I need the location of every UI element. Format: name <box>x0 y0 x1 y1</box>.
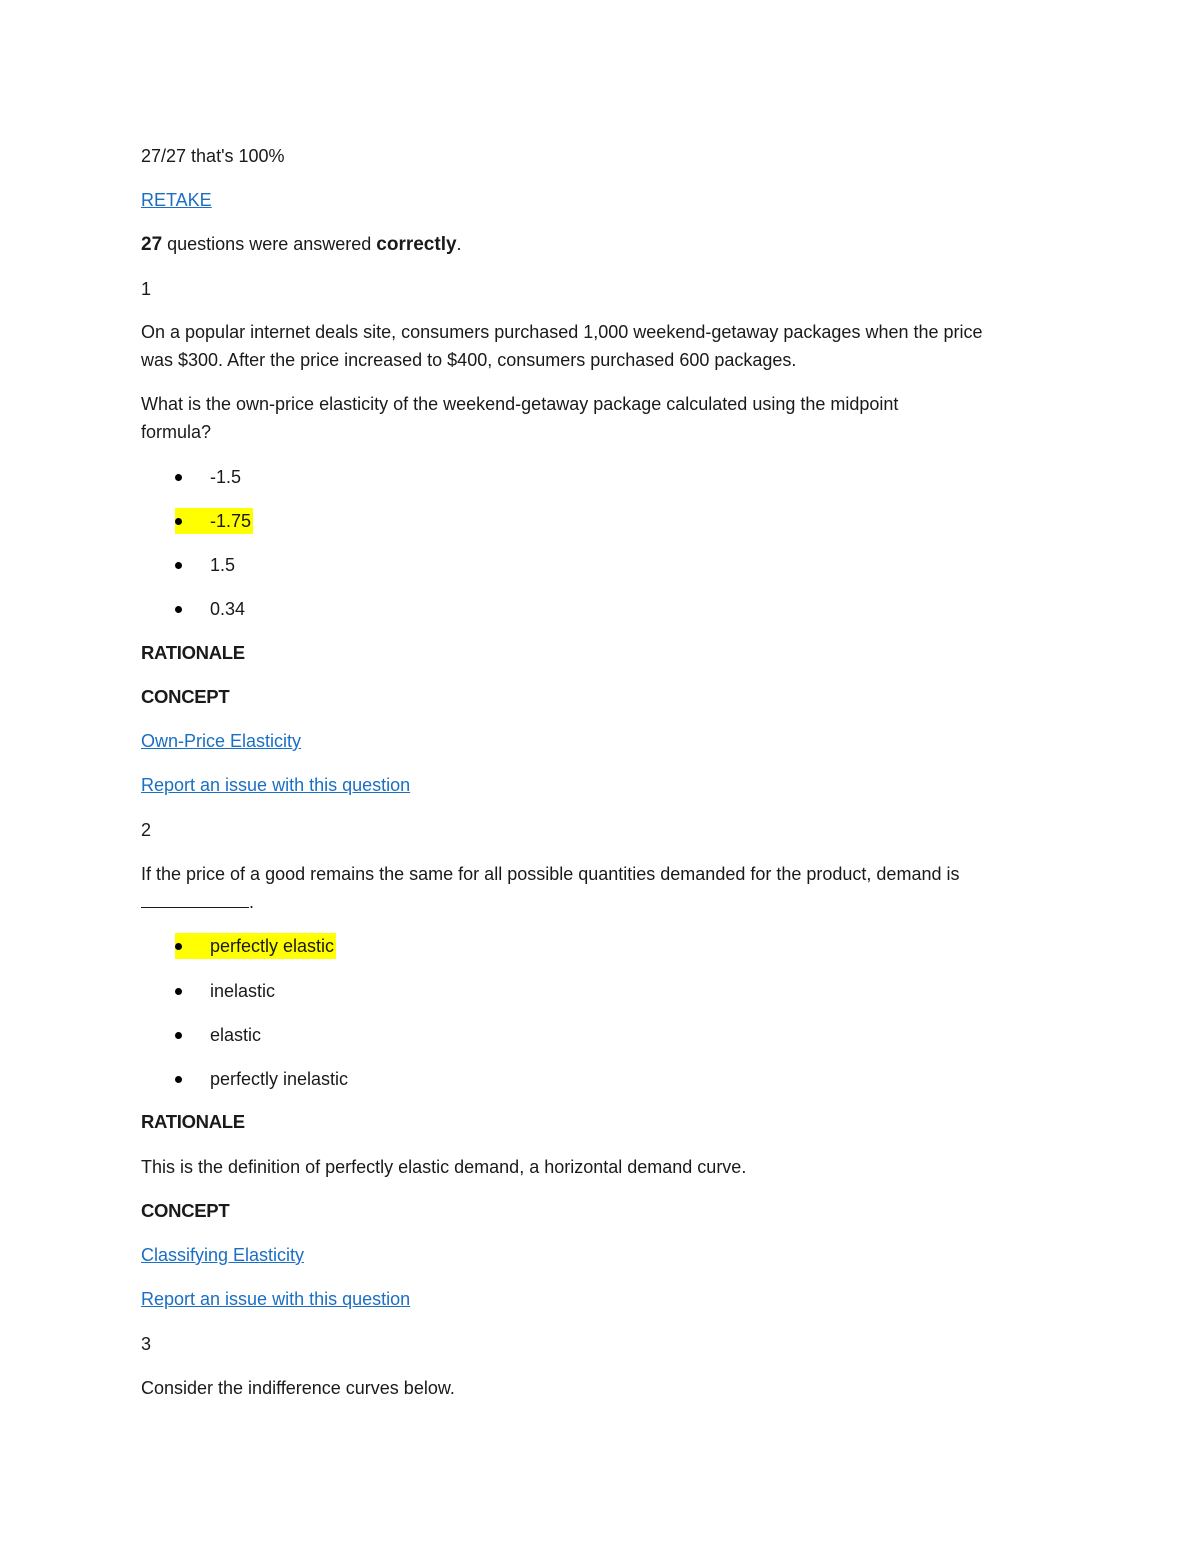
blank-end: . <box>249 892 255 912</box>
question-prompt-line: What is the own-price elasticity of the weekend-getaway package calculated using the midpoint <box>141 394 899 414</box>
answer-option[interactable] <box>175 978 275 1004</box>
question-number: 3 <box>141 1334 152 1354</box>
answer-option-label: perfectly inelastic <box>210 1068 349 1089</box>
answer-option-label: 1.5 <box>210 554 236 575</box>
bullet-icon <box>175 943 182 950</box>
question-number: 2 <box>141 820 152 840</box>
question-text-line: Consider the indifference curves below. <box>141 1378 455 1398</box>
retake-link[interactable]: RETAKE <box>141 190 212 210</box>
answered-word: correctly <box>376 234 457 255</box>
question-prompt-line: formula? <box>141 422 212 442</box>
bullet-icon <box>175 988 182 995</box>
concept-heading: CONCEPT <box>141 1200 230 1221</box>
answered-end: . <box>456 234 462 254</box>
question-text-line: If the price of a good remains the same for all possible quantities demanded for the product, demand is <box>141 864 960 884</box>
answer-option-label: 0.34 <box>210 598 246 619</box>
concept-heading: CONCEPT <box>141 686 230 707</box>
concept-link[interactable]: Own-Price Elasticity <box>141 731 302 751</box>
concept-link[interactable]: Classifying Elasticity <box>141 1245 305 1265</box>
bullet-icon <box>175 1076 182 1083</box>
score-summary: 27/27 that's 100% <box>141 146 285 166</box>
report-issue-link[interactable]: Report an issue with this question <box>141 1289 411 1309</box>
question-number: 1 <box>141 279 152 299</box>
answer-option-label: -1.5 <box>210 466 242 487</box>
answer-option-label: -1.75 <box>210 510 252 531</box>
answer-option[interactable] <box>175 1066 348 1092</box>
answer-option-label: inelastic <box>210 980 276 1001</box>
answered-text: questions were answered <box>162 234 377 254</box>
answer-option[interactable] <box>175 1022 261 1048</box>
answer-option[interactable] <box>175 552 235 578</box>
rationale-heading: RATIONALE <box>141 1111 245 1132</box>
bullet-icon <box>175 1032 182 1039</box>
report-issue-link[interactable]: Report an issue with this question <box>141 775 411 795</box>
answer-option[interactable] <box>175 596 245 622</box>
bullet-icon <box>175 518 182 525</box>
answer-option-selected[interactable] <box>175 933 336 959</box>
answer-option-label: elastic <box>210 1024 262 1045</box>
answer-blank <box>141 891 249 908</box>
bullet-icon <box>175 474 182 481</box>
answered-summary <box>141 232 462 257</box>
bullet-icon <box>175 562 182 569</box>
answered-count: 27 <box>141 234 163 255</box>
rationale-text: This is the definition of perfectly elastic demand, a horizontal demand curve. <box>141 1157 747 1177</box>
bullet-icon <box>175 606 182 613</box>
answer-option-label: perfectly elastic <box>210 935 335 956</box>
rationale-heading: RATIONALE <box>141 642 245 663</box>
question-text-line: was $300. After the price increased to $400, consumers purchased 600 packages. <box>141 350 797 370</box>
answer-option-selected[interactable] <box>175 508 253 534</box>
question-text-line: On a popular internet deals site, consumers purchased 1,000 weekend-getaway packages when the price <box>141 322 983 342</box>
answer-option[interactable] <box>175 464 241 490</box>
question-blank-line <box>141 890 254 914</box>
